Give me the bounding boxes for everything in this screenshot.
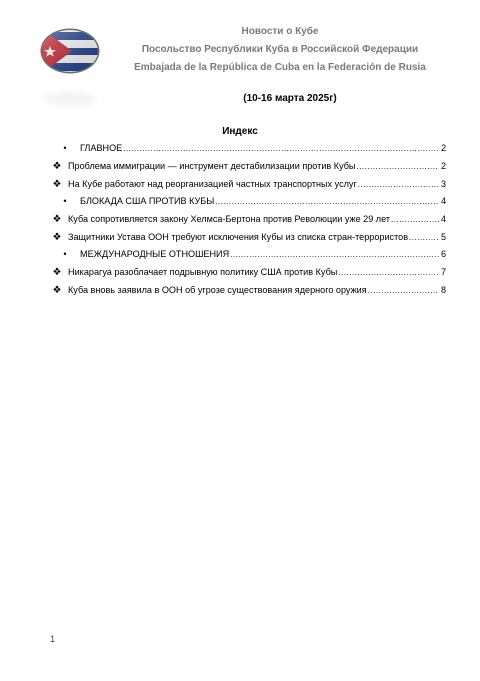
diamond-bullet-icon: ❖ <box>52 214 62 225</box>
diamond-bullet-icon: ❖ <box>52 267 62 278</box>
header-title: Новости о Кубе <box>241 26 319 37</box>
toc-entry-label: Проблема иммиграции — инструмент дестабилизации против Кубы <box>68 161 356 171</box>
bullet-icon: • <box>63 196 67 206</box>
dot-leader <box>368 282 439 300</box>
toc-entry-label: Защитники Устава ООН требуют исключения Кубы из списка стран-террористов <box>68 232 409 242</box>
toc-entry-page: 3 <box>440 179 446 189</box>
toc-entry-page: 8 <box>440 285 446 295</box>
dot-leader <box>356 158 438 176</box>
toc-entry-label: Куба сопротивляется закону Хелмса-Бертона против Революции уже 29 лет <box>68 214 391 224</box>
dot-leader <box>338 264 439 282</box>
diamond-bullet-icon: ❖ <box>52 179 62 190</box>
table-of-contents <box>50 140 446 299</box>
toc-entry-page: 4 <box>440 214 446 224</box>
dot-leader <box>230 246 439 263</box>
dot-leader <box>123 140 439 157</box>
bullet-icon: • <box>63 249 67 259</box>
toc-entry-label: Куба вновь заявила в ООН об угрозе существования ядерного оружия <box>68 285 367 295</box>
logo-shadow <box>44 92 96 106</box>
toc-entry-page: 5 <box>440 232 446 242</box>
toc-entry-page: 4 <box>440 196 446 206</box>
toc-entry-page: 6 <box>440 249 446 259</box>
toc-entry[interactable] <box>50 140 446 157</box>
toc-entry[interactable] <box>50 210 446 228</box>
dot-leader <box>391 211 439 229</box>
toc-entry-page: 2 <box>440 143 446 153</box>
header-embassy-es: Embajada de la República de Cuba en la Federación de Rusia <box>134 62 426 73</box>
toc-entry-label: БЛОКАДА США ПРОТИВ КУБЫ <box>80 196 215 206</box>
toc-entry[interactable] <box>50 263 446 281</box>
diamond-bullet-icon: ❖ <box>52 161 62 172</box>
index-title: Индекс <box>222 126 258 137</box>
toc-entry[interactable] <box>50 157 446 175</box>
dot-leader <box>215 193 439 210</box>
toc-entry-label: ГЛАВНОЕ <box>80 143 123 153</box>
header-embassy-ru: Посольство Республики Куба в Российской Федерации <box>141 44 419 55</box>
toc-entry-page: 2 <box>440 161 446 171</box>
toc-entry-label: МЕЖДУНАРОДНЫЕ ОТНОШЕНИЯ <box>80 249 230 259</box>
dot-leader <box>409 229 439 247</box>
toc-entry[interactable] <box>50 246 446 263</box>
date-range: (10-16 марта 2025г) <box>243 93 337 104</box>
toc-entry[interactable] <box>50 193 446 210</box>
page-number: 1 <box>50 634 56 644</box>
toc-entry-label: Никарагуа разоблачает подрывную политику США против Кубы <box>68 267 338 277</box>
toc-entry[interactable] <box>50 281 446 299</box>
toc-entry[interactable] <box>50 228 446 246</box>
toc-entry-page: 7 <box>440 267 446 277</box>
diamond-bullet-icon: ❖ <box>52 285 62 296</box>
dot-leader <box>358 176 439 194</box>
toc-entry[interactable] <box>50 175 446 193</box>
bullet-icon: • <box>63 143 67 153</box>
diamond-bullet-icon: ❖ <box>52 232 62 243</box>
toc-entry-label: На Кубе работают над реорганизацией частных транспортных услуг <box>68 179 357 189</box>
